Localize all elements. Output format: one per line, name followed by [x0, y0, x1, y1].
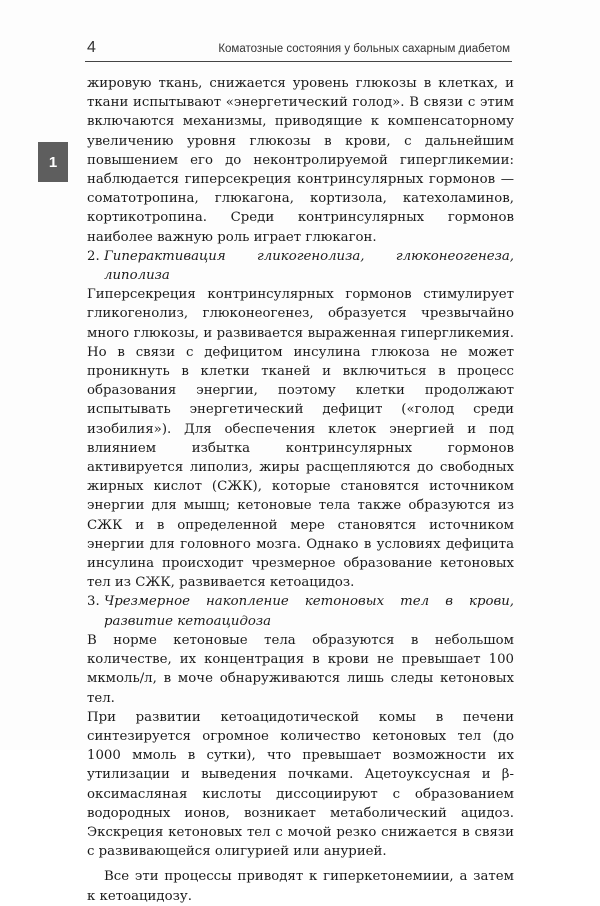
paragraph-1: жировую ткань, снижается уровень глюкозы в клетках, и ткани испытывают «энергетический голод». В связи с этим включаются механизмы, приводящие к компенсаторному увеличению уровня глюкозы в крови, с дальнейшим повышением его до неконтролируемой гипергликемии: наблюдается гиперсекреция контринсулярных гормонов — соматотропина, глюкагона, кортизола, катехоламинов, кортикотропина. Среди контринсулярных гормонов наиболее важную роль играет глюкагон. [87, 76, 514, 245]
section-3-heading [87, 592, 514, 630]
paragraph-4: При развитии кетоацидотической комы в печени синтезируется огромное количество кетоновых тел (до 1000 ммоль в сутки), что превышает возможности их утилизации и выведения почками. Ацетоуксусная и β-оксимасляная кислоты диссоциируют с образованием водородных ионов, возникает метаболический ацидоз. Экскреция кетоновых тел с мочой резко снижается в связи с развивающейся олигурией или анурией. [87, 709, 514, 860]
paragraph-3: В норме кетоновые тела образуются в небольшом количестве, их концентрация в крови не превышает 100 мкмоль/л, в моче обнаруживаются лишь следы кетоновых тел. [87, 632, 514, 706]
section-2-title: Гиперактивация гликогенолиза, глюконеогенеза, липолиза [104, 248, 514, 284]
section-2-number: 2. [87, 248, 100, 264]
section-2-heading [87, 247, 514, 285]
header-divider [85, 61, 512, 62]
page-body [87, 74, 514, 906]
page-number: 4 [87, 39, 96, 56]
paragraph-2: Гиперсекреция контринсулярных гормонов стимулирует гликогенолиз, глюконеогенез, образуется чрезвычайно много глюкозы, и развивается выраженная гипергликемия. Но в связи с дефицитом инсулина глюкоза не может проникнуть в клетки тканей и включиться в процесс образования энергии, поэтому клетки продолжают испытывать энергетический дефицит («голод среди изобилия»). Для обеспечения клеток энергией и под влиянием избытка контринсулярных гормонов активируется липолиз, жиры расщепляются до свободных жирных кислот (СЖК), которые становятся источником энергии для мышц; кетоновые тела также образуются из СЖК и в определенной мере становятся источником энергии для головного мозга. Однако в условиях дефицита инсулина происходит чрезмерное образование кетоновых тел из СЖК, развивается кетоацидоз. [87, 287, 514, 591]
running-title: Коматозные состояния у больных сахарным диабетом [218, 43, 510, 55]
paragraph-5: Все эти процессы приводят к гиперкетонемиии, а затем к кетоацидозу. [87, 869, 514, 904]
chapter-tab: 1 [38, 142, 68, 182]
section-3-number: 3. [87, 594, 100, 610]
section-3-title: Чрезмерное накопление кетоновых тел в крови, развитие кетоацидоза [104, 594, 514, 629]
